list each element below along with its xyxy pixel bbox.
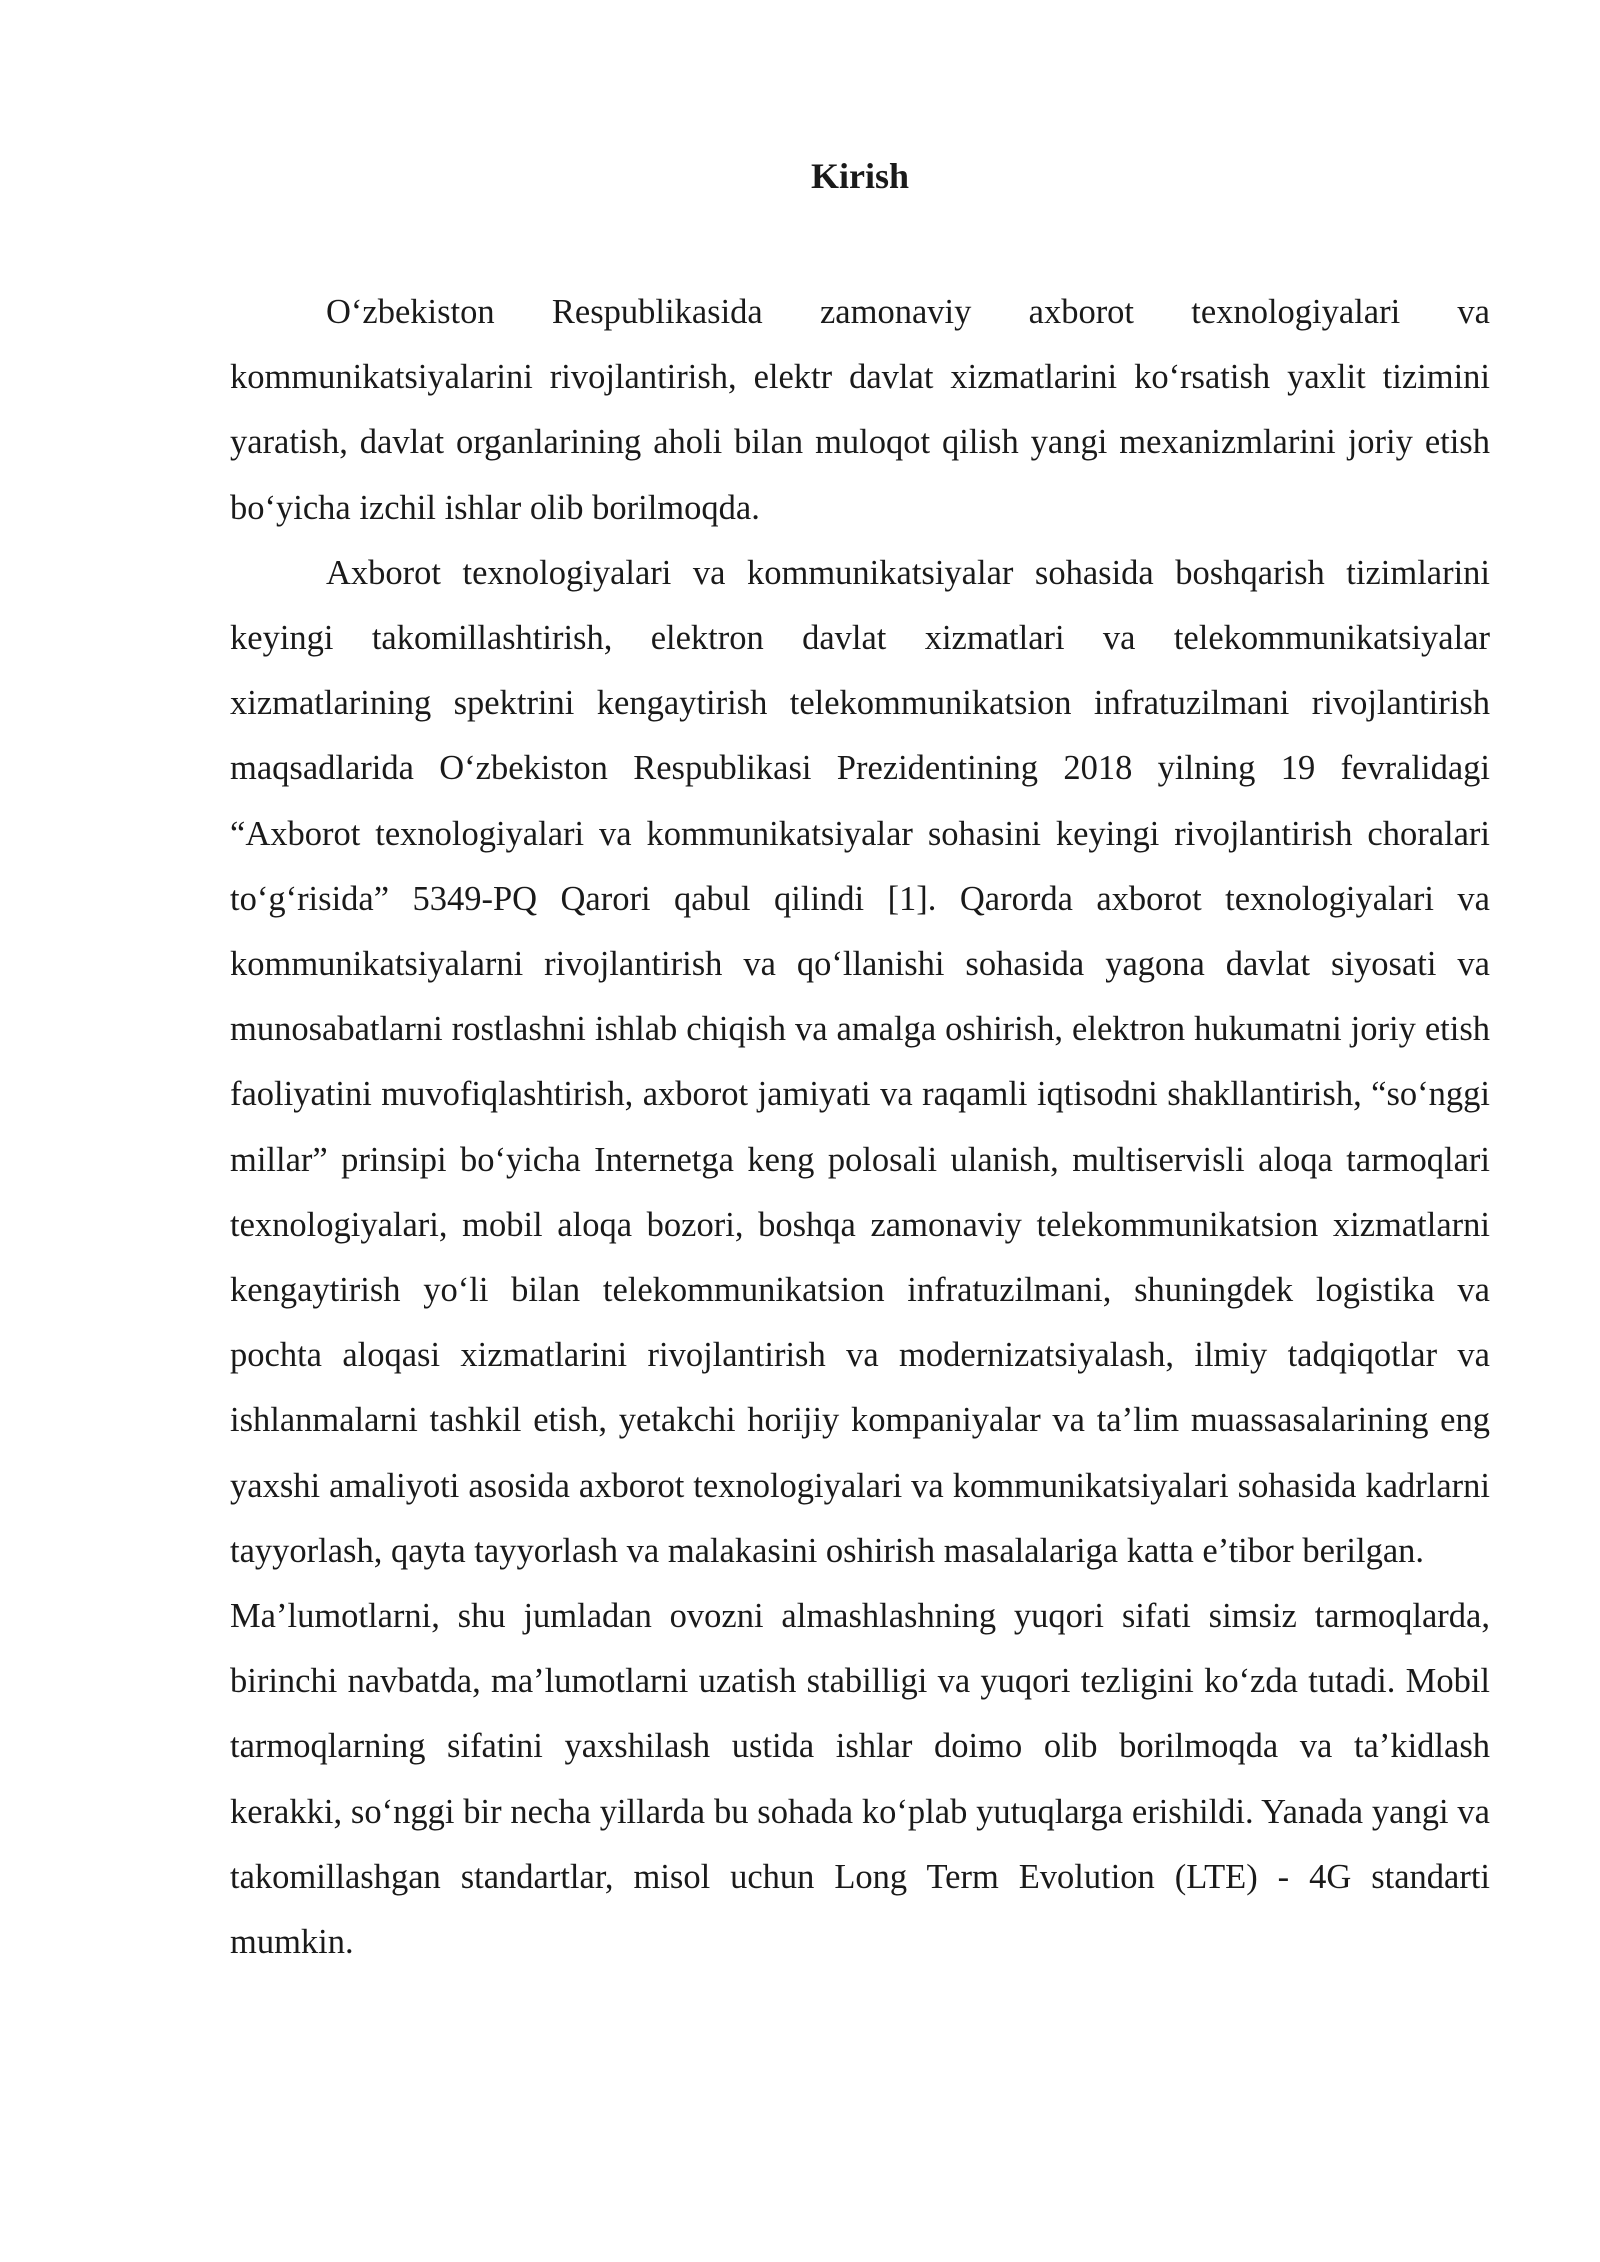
document-body <box>230 280 1490 1975</box>
paragraph-3: Ma’lumotlarni, shu jumladan ovozni almashlashning yuqori sifati simsiz tarmoqlarda, birinchi navbatda, ma’lumotlarni uzatish stabilligi va yuqori tezligini ko‘zda tutadi. Mobil tarmoqlarning sifatini yaxshilash ustida ishlar doimo olib borilmoqda va ta’kidlash kerakki, so‘nggi bir necha yillarda bu sohada ko‘plab yutuqlarga erishildi. Yanada yangi va takomillashgan standartlar, misol uchun Long Term Evolution (LTE) - 4G standarti mumkin. <box>230 1597 1490 1962</box>
page-title: Kirish <box>810 156 909 196</box>
paragraph-1: O‘zbekiston Respublikasida zamonaviy axborot texnologiyalari va kommunikatsiyalarini rivojlantirish, elektr davlat xizmatlarini ko‘rsatish yaxlit tizimini yaratish, davlat organlarining aholi bilan muloqot qilish yangi mexanizmlarini joriy etish bo‘yicha izchil ishlar olib borilmoqda. <box>230 293 1490 527</box>
paragraph-2: Axborot texnologiyalari va kommunikatsiyalar sohasida boshqarish tizimlarini keyingi takomillashtirish, elektron davlat xizmatlari va telekommunikatsiyalar xizmatlarining spektrini kengaytirish telekommunikatsion infratuzilmani rivojlantirish maqsadlarida O‘zbekiston Respublikasi Prezidentining 2018 yilning 19 fevralidagi “Axborot texnologiyalari va kommunikatsiyalar sohasini keyingi rivojlantirish choralari to‘g‘risida” 5349-PQ Qarori qabul qilindi [1]. Qarorda axborot texnologiyalari va kommunikatsiyalarni rivojlantirish va qo‘llanishi sohasida yagona davlat siyosati va munosabatlarni rostlashni ishlab chiqish va amalga oshirish, elektron hukumatni joriy etish faoliyatini muvofiqlashtirish, axborot jamiyati va raqamli iqtisodni shakllantirish, “so‘nggi millar” prinsipi bo‘yicha Internetga keng polosali ulanish, multiservisli aloqa tarmoqlari texnologiyalari, mobil aloqa bozori, boshqa zamonaviy telekommunikatsion xizmatlarni kengaytirish yo‘li bilan telekommunikatsion infratuzilmani, shuningdek logistika va pochta aloqasi xizmatlarini rivojlantirish va modernizatsiyalash, ilmiy tadqiqotlar va ishlanmalarni tashkil etish, yetakchi horijiy kompaniyalar va ta’lim muassasalarining eng yaxshi amaliyoti asosida axborot texnologiyalari va kommunikatsiyalari sohasida kadrlarni tayyorlash, qayta tayyorlash va malakasini oshirish masalalariga katta e’tibor berilgan. <box>230 553 1490 1570</box>
